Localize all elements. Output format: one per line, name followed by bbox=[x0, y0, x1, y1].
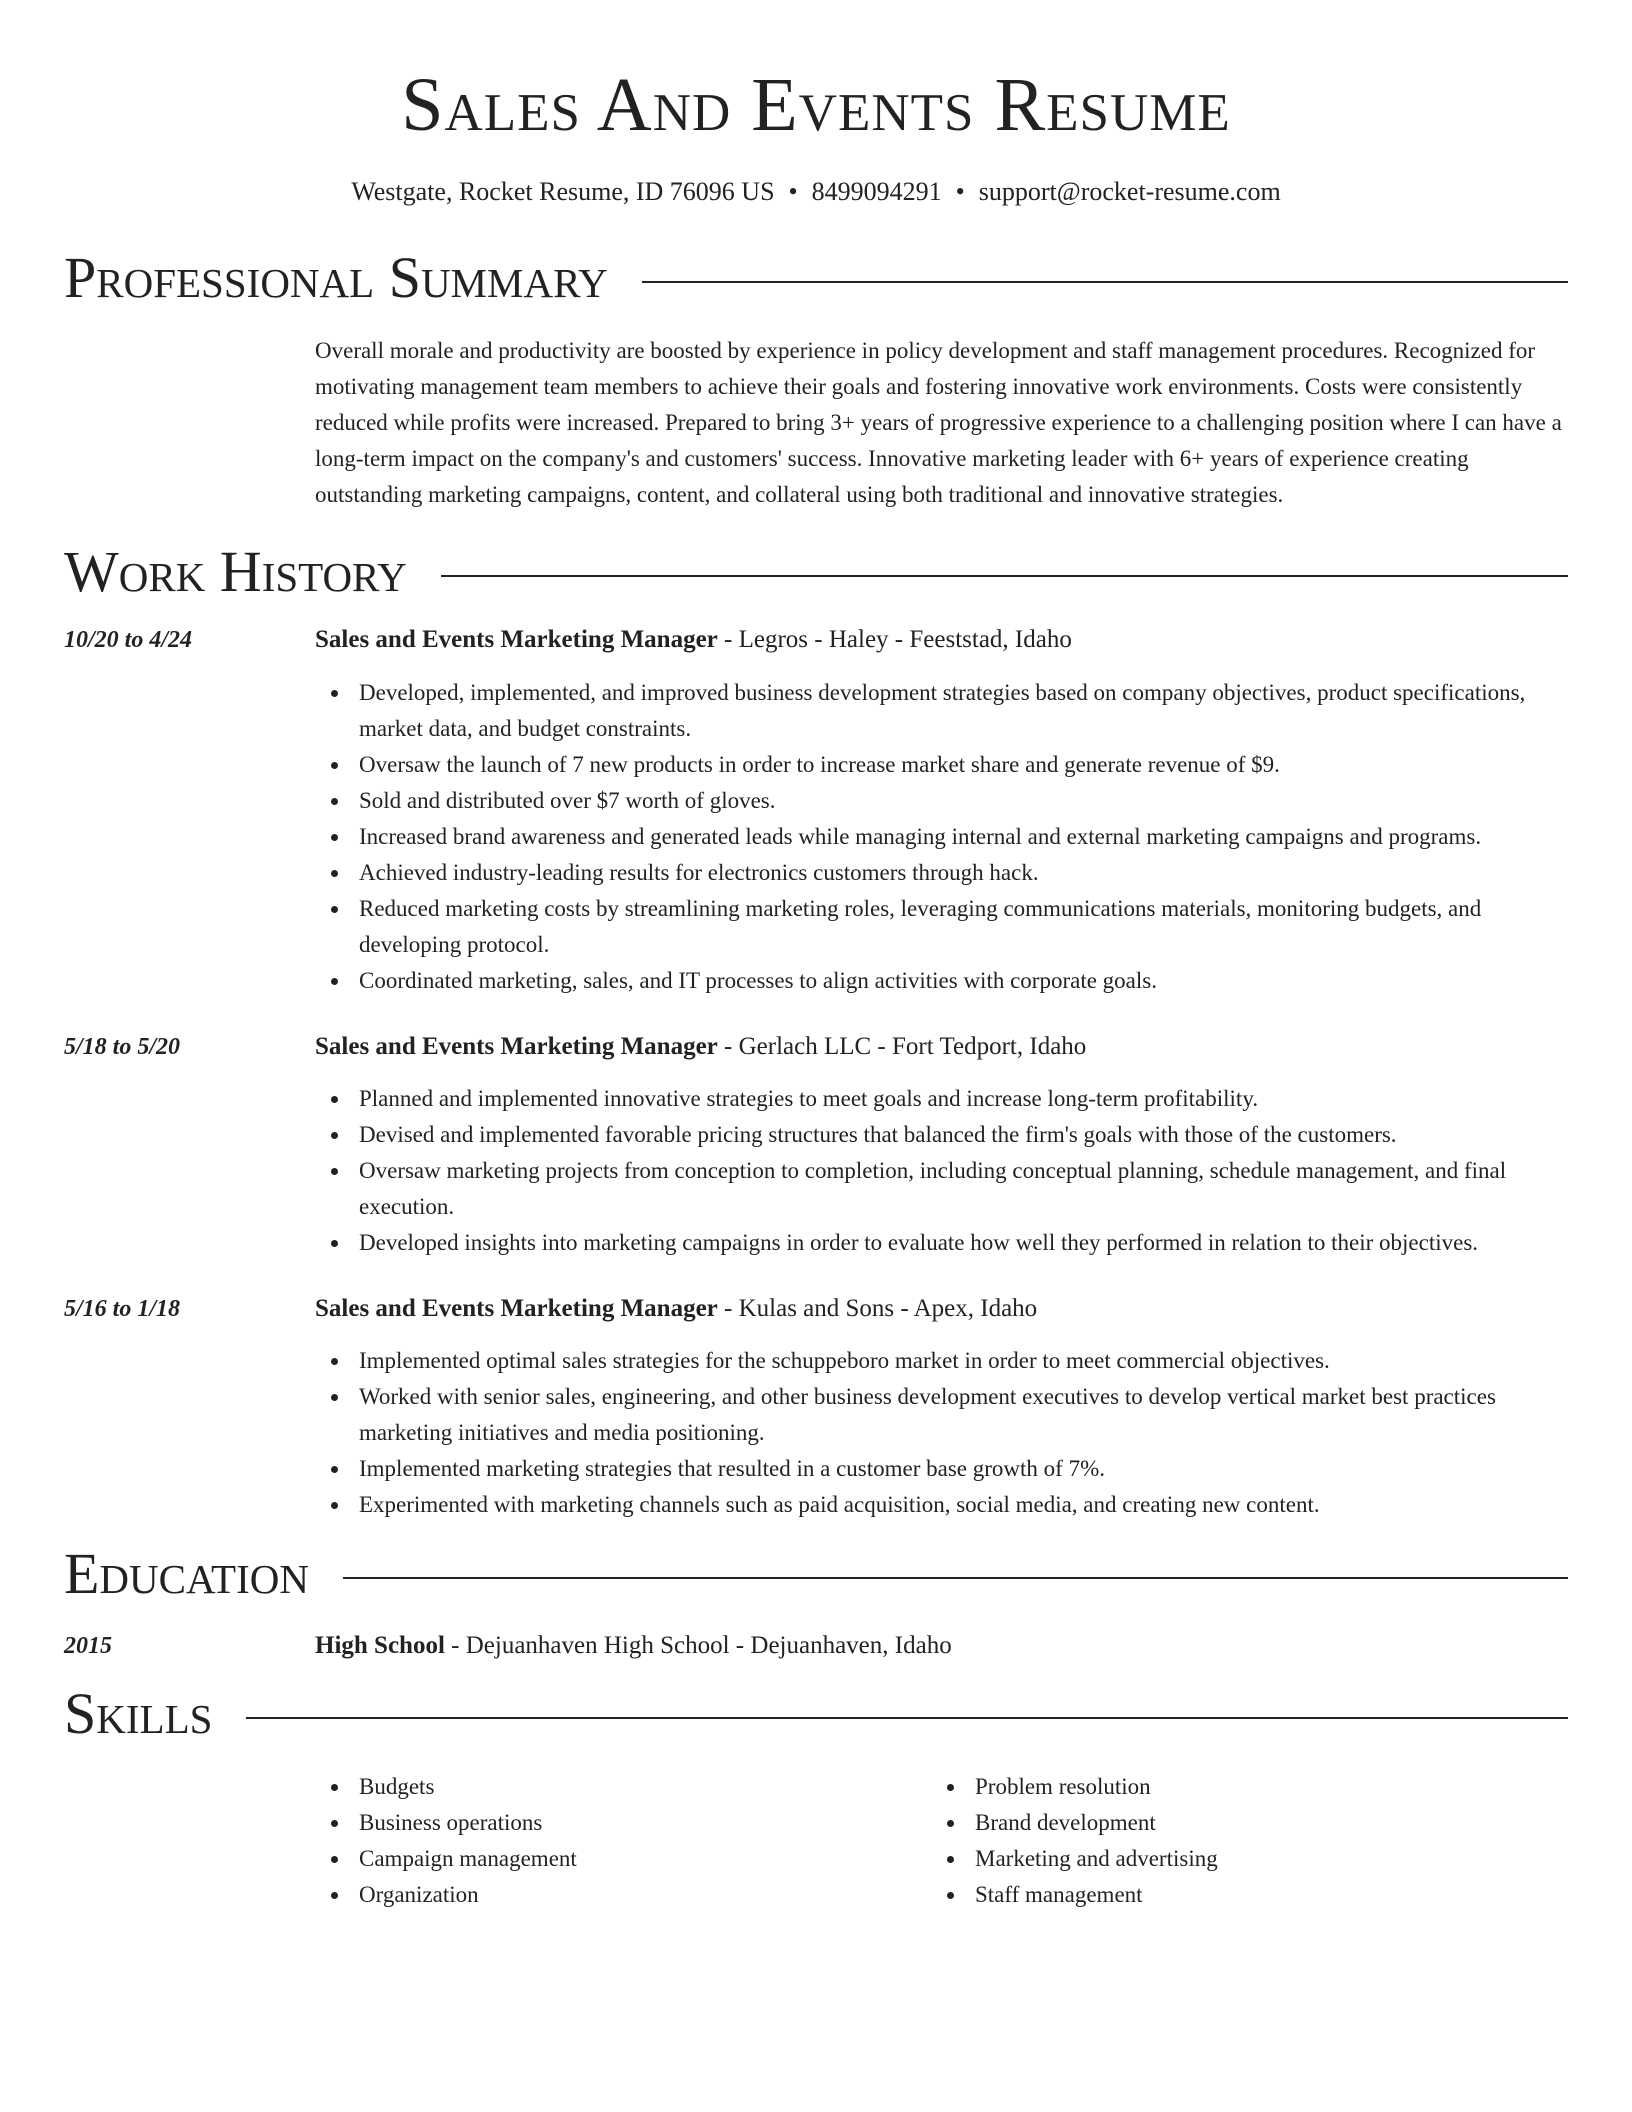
list-item: Developed insights into marketing campaigns in order to evaluate how well they performed in relation to their objectives. bbox=[315, 1225, 1568, 1261]
list-item: Worked with senior sales, engineering, and other business development executives to develop vertical market best practices marketing initiatives and media positioning. bbox=[315, 1379, 1568, 1451]
contact-line bbox=[64, 176, 1568, 208]
contact-address: Westgate, Rocket Resume, ID 76096 US bbox=[351, 177, 775, 206]
section-divider bbox=[343, 1577, 1568, 1579]
job-entry bbox=[64, 623, 1568, 999]
job-title: Sales and Events Marketing Manager bbox=[315, 1295, 718, 1322]
job-dates: 5/16 to 1/18 bbox=[64, 1296, 181, 1322]
education-entry bbox=[64, 1629, 1568, 1663]
section-title: Skills bbox=[64, 1681, 213, 1746]
job-entry bbox=[64, 1030, 1568, 1261]
skill-item: Marketing and advertising bbox=[931, 1841, 1547, 1877]
skills-column-left bbox=[315, 1769, 931, 1913]
job-title: Sales and Events Marketing Manager bbox=[315, 626, 718, 653]
job-bullets bbox=[315, 675, 1568, 999]
list-item: Experimented with marketing channels such as paid acquisition, social media, and creating new content. bbox=[315, 1487, 1568, 1523]
list-item: Implemented optimal sales strategies for the schuppeboro market in order to meet commercial objectives. bbox=[315, 1343, 1568, 1379]
job-heading bbox=[315, 623, 1072, 657]
education-degree: High School bbox=[315, 1632, 445, 1659]
section-divider bbox=[441, 575, 1568, 577]
list-item: Implemented marketing strategies that resulted in a customer base growth of 7%. bbox=[315, 1451, 1568, 1487]
education-heading bbox=[315, 1629, 952, 1663]
list-item: Reduced marketing costs by streamlining marketing roles, leveraging communications materials, monitoring budgets, and developing protocol. bbox=[315, 891, 1568, 963]
list-item: Oversaw marketing projects from conception to completion, including conceptual planning, schedule management, and final execution. bbox=[315, 1153, 1568, 1225]
skill-item: Campaign management bbox=[315, 1841, 931, 1877]
list-item: Oversaw the launch of 7 new products in order to increase market share and generate revenue of $9. bbox=[315, 747, 1568, 783]
job-header bbox=[64, 1292, 1568, 1326]
skill-item: Organization bbox=[315, 1877, 931, 1913]
summary-text: Overall morale and productivity are boosted by experience in policy development and staff management procedures. Recognized for motivating management team members to achieve their goals and fostering innovative work environments. Costs were consistently reduced while profits were increased. Prepared to bring 3+ years of progressive experience to a challenging position where I can have a long-term impact on the company's and customers' success. Innovative marketing leader with 6+ years of experience creating outstanding marketing campaigns, content, and collateral using both traditional and innovative strategies. bbox=[315, 338, 1562, 507]
job-dates: 10/20 to 4/24 bbox=[64, 627, 193, 653]
summary-section-header bbox=[64, 245, 1568, 311]
list-item: Coordinated marketing, sales, and IT processes to align activities with corporate goals. bbox=[315, 963, 1568, 999]
skill-item: Budgets bbox=[315, 1769, 931, 1805]
skill-item: Brand development bbox=[931, 1805, 1547, 1841]
job-header bbox=[64, 623, 1568, 657]
job-details: - Gerlach LLC - Fort Tedport, Idaho bbox=[717, 1033, 1087, 1060]
job-bullets bbox=[315, 1343, 1568, 1523]
contact-email: support@rocket-resume.com bbox=[978, 177, 1281, 206]
list-item: Increased brand awareness and generated leads while managing internal and external marketing campaigns and programs. bbox=[315, 819, 1568, 855]
job-entry bbox=[64, 1292, 1568, 1523]
section-divider bbox=[246, 1717, 1568, 1719]
section-title: Professional Summary bbox=[64, 245, 608, 310]
contact-separator: • bbox=[955, 177, 965, 206]
skills-list bbox=[315, 1769, 1568, 1913]
list-item: Developed, implemented, and improved business development strategies based on company objectives, product specifications, market data, and budget constraints. bbox=[315, 675, 1568, 747]
contact-separator: • bbox=[788, 177, 798, 206]
job-heading bbox=[315, 1292, 1037, 1326]
skills-column-right bbox=[931, 1769, 1547, 1913]
section-title: Work History bbox=[64, 539, 407, 604]
resume-title: Sales And Events Resume bbox=[401, 63, 1231, 147]
list-item: Achieved industry-leading results for electronics customers through hack. bbox=[315, 855, 1568, 891]
resume-page bbox=[64, 0, 1568, 1913]
skills-section-header bbox=[64, 1681, 1568, 1747]
job-heading bbox=[315, 1030, 1086, 1064]
job-details: - Kulas and Sons - Apex, Idaho bbox=[717, 1295, 1038, 1322]
work-section-header bbox=[64, 539, 1568, 605]
skill-item: Staff management bbox=[931, 1877, 1547, 1913]
list-item: Sold and distributed over $7 worth of gloves. bbox=[315, 783, 1568, 819]
job-header bbox=[64, 1030, 1568, 1064]
skill-item: Business operations bbox=[315, 1805, 931, 1841]
education-year: 2015 bbox=[64, 1633, 112, 1659]
job-details: - Legros - Haley - Feeststad, Idaho bbox=[717, 626, 1072, 653]
list-item: Devised and implemented favorable pricing structures that balanced the firm's goals with those of the customers. bbox=[315, 1117, 1568, 1153]
section-title: Education bbox=[64, 1541, 309, 1606]
education-details: - Dejuanhaven High School - Dejuanhaven, Idaho bbox=[444, 1632, 952, 1659]
job-bullets bbox=[315, 1081, 1568, 1261]
education-section-header bbox=[64, 1541, 1568, 1607]
job-dates: 5/18 to 5/20 bbox=[64, 1034, 181, 1060]
skill-item: Problem resolution bbox=[931, 1769, 1547, 1805]
list-item: Planned and implemented innovative strategies to meet goals and increase long-term profitability. bbox=[315, 1081, 1568, 1117]
contact-phone: 8499094291 bbox=[811, 177, 942, 206]
section-divider bbox=[642, 281, 1568, 283]
job-title: Sales and Events Marketing Manager bbox=[315, 1033, 718, 1060]
